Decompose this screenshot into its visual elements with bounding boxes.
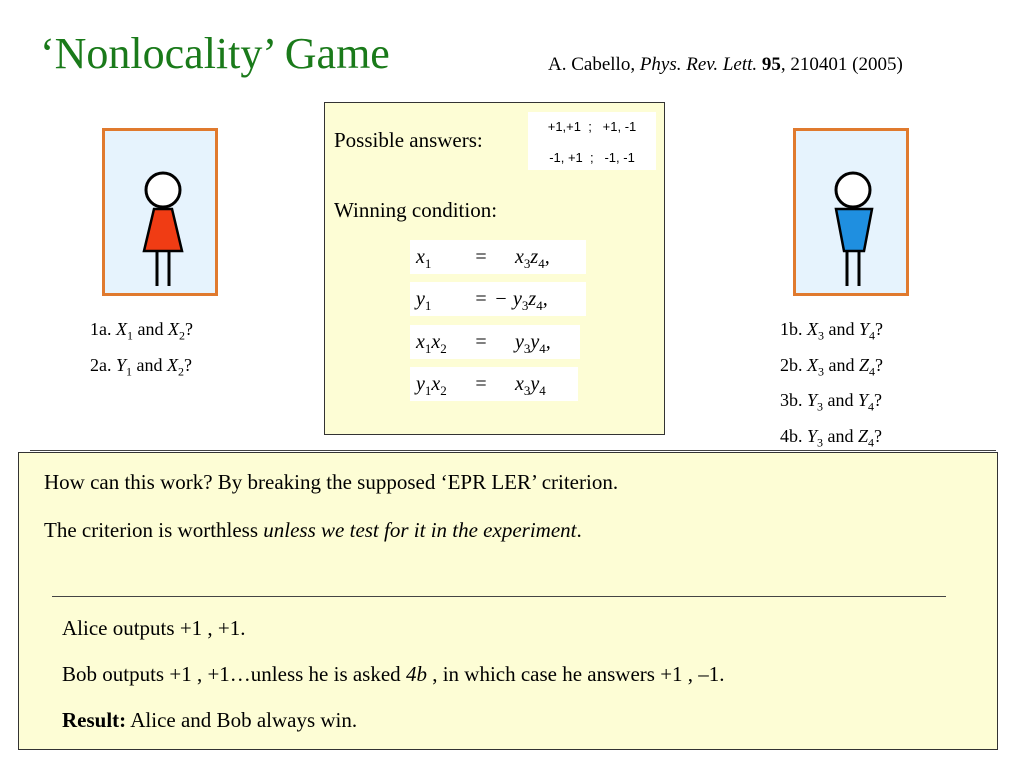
- emphasis-text: 4b: [405, 662, 427, 686]
- variable-subscript: 3: [523, 256, 531, 271]
- variable: Y: [858, 390, 869, 411]
- explanation-box: [18, 452, 998, 750]
- punctuation: ,: [544, 246, 550, 268]
- text-span: Bob outputs +1 , +1…unless he is asked: [62, 662, 406, 686]
- variable: Y: [116, 354, 127, 375]
- slide-title: ‘Nonlocality’ Game: [40, 29, 390, 78]
- question-mark: ?: [875, 319, 884, 339]
- variable-subscript: 4: [868, 399, 875, 414]
- equals-sign: =: [475, 331, 487, 353]
- question-mark: ?: [185, 319, 193, 339]
- variable: X: [807, 354, 818, 375]
- variable-subscript: 4: [536, 298, 543, 313]
- text-span: .: [576, 518, 582, 542]
- variable-subscript: 1: [424, 298, 432, 313]
- variable: z: [530, 246, 539, 268]
- question-number: 3b.: [780, 390, 803, 411]
- variable: X: [167, 354, 179, 375]
- question-item: [90, 351, 193, 387]
- variable-subscript: 3: [523, 341, 531, 356]
- alice-figure: [105, 131, 215, 293]
- punctuation: ,: [542, 288, 548, 310]
- variable: y: [515, 331, 524, 353]
- variable-subscript: 4: [868, 435, 875, 450]
- equation-lhs: [416, 325, 468, 366]
- possible-answers-label: Possible answers:: [334, 128, 483, 152]
- variable-subscript: 4: [538, 256, 545, 271]
- variable-subscript: 2: [440, 341, 447, 356]
- divider: [52, 596, 946, 597]
- variable: y: [530, 331, 540, 353]
- variable: y: [513, 288, 522, 310]
- conjunction: and: [827, 425, 854, 446]
- question-number: 1a.: [90, 319, 112, 339]
- question-item: [780, 386, 883, 422]
- variable-subscript: 4: [539, 383, 546, 398]
- citation-author: A. Cabello,: [548, 54, 640, 75]
- bob-head: [836, 173, 870, 207]
- bob-room: [793, 128, 909, 296]
- variable-subscript: 3: [523, 383, 531, 398]
- variable-subscript: 1: [127, 328, 133, 343]
- question-mark: ?: [874, 390, 883, 411]
- bob-figure: [796, 131, 906, 293]
- conjunction: and: [828, 354, 855, 375]
- punctuation: ,: [545, 331, 551, 353]
- variable: y: [416, 288, 425, 310]
- equation: [410, 367, 578, 401]
- text-span: The criterion is worthless: [44, 518, 264, 542]
- variable-subscript: 2: [440, 383, 447, 398]
- bob-shirt: [836, 209, 872, 251]
- alice-dress: [144, 209, 182, 251]
- variable-subscript: 4: [869, 328, 876, 343]
- variable: x: [416, 246, 425, 268]
- equals-sign: =: [475, 288, 487, 310]
- variable-subscript: 4: [869, 364, 876, 379]
- variable-subscript: 1: [424, 341, 432, 356]
- variable: X: [168, 319, 179, 339]
- variable: Z: [858, 425, 869, 446]
- variable: Y: [807, 425, 818, 446]
- variable-subscript: 3: [817, 399, 824, 414]
- equals-sign: =: [475, 373, 487, 395]
- result-label: Result:: [62, 708, 127, 732]
- variable-subscript: 1: [126, 364, 133, 379]
- equation: [410, 240, 586, 274]
- separator-line: [30, 450, 996, 451]
- citation-rest: , 210401 (2005): [780, 54, 903, 75]
- variable-subscript: 1: [424, 256, 432, 271]
- question-item: [90, 315, 193, 351]
- variable: X: [116, 319, 127, 339]
- conjunction: and: [828, 319, 855, 339]
- question-number: 2a.: [90, 354, 112, 375]
- variable-subscript: 2: [178, 364, 185, 379]
- variable: x: [431, 331, 441, 353]
- conjunction: and: [827, 390, 854, 411]
- citation-journal: Phys. Rev. Lett.: [639, 54, 758, 75]
- conjunction: and: [137, 319, 164, 339]
- conjunction: and: [136, 354, 163, 375]
- explanation-line: [44, 518, 582, 543]
- question-mark: ?: [875, 354, 884, 375]
- alice-head: [146, 173, 180, 207]
- question-number: 2b.: [780, 354, 803, 375]
- variable-subscript: 3: [818, 328, 824, 343]
- question-mark: ?: [184, 354, 193, 375]
- variable: x: [515, 246, 524, 268]
- citation: [548, 54, 903, 76]
- answers-row: +1,+1 ; +1, -1: [547, 119, 637, 134]
- variable: Y: [807, 390, 818, 411]
- text-span: , in which case he answers +1 , –1.: [426, 662, 725, 686]
- answers-row: -1, +1 ; -1, -1: [549, 150, 635, 165]
- minus-sign: −: [495, 288, 507, 310]
- variable-subscript: 3: [818, 364, 824, 379]
- question-mark: ?: [874, 425, 883, 446]
- equation-lhs: [416, 240, 468, 281]
- bob-output-line: [62, 662, 725, 687]
- explanation-line: How can this work? By breaking the supposed ‘EPR LER’ criterion.: [44, 470, 619, 494]
- question-item: [780, 315, 883, 351]
- variable: Y: [859, 319, 870, 339]
- variable: x: [416, 331, 425, 353]
- variable: x: [431, 373, 441, 395]
- alice-output-line: Alice outputs +1 , +1.: [62, 616, 246, 640]
- question-number: 1b.: [780, 319, 803, 339]
- variable-subscript: 4: [539, 341, 546, 356]
- variable: y: [416, 373, 425, 395]
- emphasis-text: unless we test for it in the experiment: [263, 518, 577, 542]
- equation-lhs: [416, 282, 468, 323]
- variable: Z: [859, 354, 870, 375]
- equals-sign: =: [475, 246, 487, 268]
- question-item: [780, 351, 883, 387]
- alice-room: [102, 128, 218, 296]
- variable-subscript: 3: [521, 298, 529, 313]
- citation-volume: 95: [761, 54, 781, 75]
- equation-lhs: [416, 367, 468, 408]
- alice-question-list: [90, 315, 193, 386]
- result-line: [62, 708, 357, 733]
- variable: y: [530, 373, 540, 395]
- variable: X: [807, 319, 818, 339]
- variable: z: [528, 288, 537, 310]
- variable-subscript: 2: [179, 328, 185, 343]
- bob-question-list: [780, 315, 883, 457]
- question-number: 4b.: [780, 425, 803, 446]
- equation: [410, 325, 580, 359]
- variable: x: [515, 373, 524, 395]
- possible-answers-table: [528, 112, 656, 170]
- text-span: Alice and Bob always win.: [126, 708, 358, 732]
- variable-subscript: 3: [817, 435, 824, 450]
- variable-subscript: 1: [424, 383, 432, 398]
- equation: [410, 282, 586, 316]
- winning-condition-label: Winning condition:: [334, 198, 498, 222]
